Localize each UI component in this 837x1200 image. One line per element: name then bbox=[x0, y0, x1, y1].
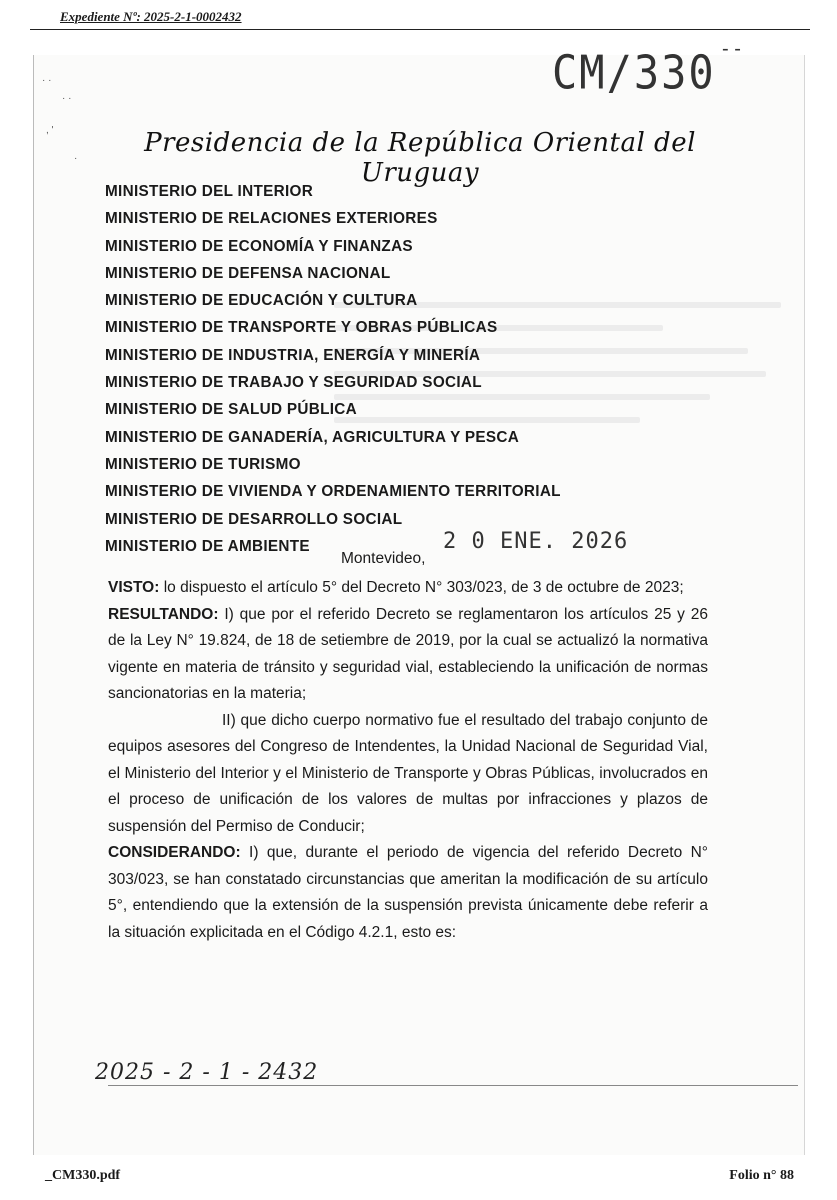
scan-speck: , ' bbox=[46, 125, 54, 136]
cm-stamp: CM/330 bbox=[552, 45, 716, 100]
considerando-paragraph bbox=[108, 840, 708, 946]
expediente-number: Expediente Nº: 2025-2-1-0002432 bbox=[60, 9, 242, 24]
ministry-item: MINISTERIO DE VIVIENDA Y ORDENAMIENTO TERRITORIAL bbox=[105, 483, 561, 501]
resultando-paragraph bbox=[108, 602, 708, 708]
handwritten-number: 2025 - 2 - 1 - 2432 bbox=[95, 1060, 319, 1085]
letterhead: Presidencia de la República Oriental del Uruguay bbox=[144, 128, 696, 188]
scan-speck: · bbox=[74, 153, 78, 164]
ministry-item: MINISTERIO DE DEFENSA NACIONAL bbox=[105, 264, 391, 282]
ministry-item: MINISTERIO DE GANADERÍA, AGRICULTURA Y PESCA bbox=[105, 428, 520, 446]
ministry-item: MINISTERIO DE ECONOMÍA Y FINANZAS bbox=[105, 237, 413, 255]
ministry-item: MINISTERIO DE INDUSTRIA, ENERGÍA Y MINERÍA bbox=[105, 346, 481, 364]
decree-body bbox=[108, 575, 708, 946]
stamp-dashes: - - bbox=[722, 38, 741, 60]
visto-label: VISTO: bbox=[108, 579, 160, 596]
footer-folio: Folio n° 88 bbox=[729, 1168, 794, 1183]
considerando-label: CONSIDERANDO: bbox=[108, 844, 241, 861]
visto-text: lo dispuesto el artículo 5° del Decreto N° 303/023, de 3 de octubre de 2023; bbox=[159, 579, 684, 596]
place-label: Montevideo, bbox=[341, 550, 426, 567]
resultando-label: RESULTANDO: bbox=[108, 605, 219, 623]
ministry-item: MINISTERIO DE RELACIONES EXTERIORES bbox=[105, 210, 438, 228]
ministry-item: MINISTERIO DE TRANSPORTE Y OBRAS PÚBLICAS bbox=[105, 319, 498, 337]
ministry-item: MINISTERIO DE EDUCACIÓN Y CULTURA bbox=[105, 292, 418, 310]
date-stamp: 2 0 ENE. 2026 bbox=[443, 529, 629, 554]
resultando-paragraph-2: II) que dicho cuerpo normativo fue el resultado del trabajo conjunto de equipos asesores del Congreso de Intendentes, la Unidad Nacional de Seguridad Vial, el Ministerio del Interior y el Ministerio de Transporte y Obras Públicas, involucrados en el proceso de unificación de los valores de multas por infracciones y plazos de suspensión del Permiso de Conducir; bbox=[108, 711, 708, 835]
scan-speck: · · bbox=[62, 93, 72, 104]
resultando-text-1: I) que por el referido Decreto se reglamentaron los artículos 25 y 26 de la Ley N° 19.824, de 18 de setiembre de 2019, por la cual se actualizó la normativa vigente en materia de tránsito y seguridad vial, estableciendo la unificación de normas sancionatorias en la materia; bbox=[108, 605, 708, 702]
scan-speck: · · bbox=[42, 75, 52, 86]
ministry-item: MINISTERIO DE TRABAJO Y SEGURIDAD SOCIAL bbox=[105, 374, 482, 392]
footer-filename: _CM330.pdf bbox=[45, 1168, 121, 1183]
ministry-list bbox=[105, 178, 561, 560]
visto-paragraph bbox=[108, 575, 708, 602]
ministry-item: MINISTERIO DE AMBIENTE bbox=[105, 537, 310, 555]
header-bar bbox=[30, 8, 810, 30]
considerando-text: I) que, durante el periodo de vigencia del referido Decreto N° 303/023, se han constatado circunstancias que ameritan la modificación de su artículo 5°, entendiendo que la extensión de la suspensión prevista únicamente debe referir a la situación explicitada en el Código 4.2.1, esto es: bbox=[108, 844, 708, 941]
ministry-item: MINISTERIO DE SALUD PÚBLICA bbox=[105, 401, 358, 419]
ministry-item: MINISTERIO DEL INTERIOR bbox=[105, 183, 314, 200]
footer-rule bbox=[108, 1085, 798, 1086]
ministry-item: MINISTERIO DE DESARROLLO SOCIAL bbox=[105, 510, 403, 528]
ministry-item: MINISTERIO DE TURISMO bbox=[105, 455, 301, 473]
